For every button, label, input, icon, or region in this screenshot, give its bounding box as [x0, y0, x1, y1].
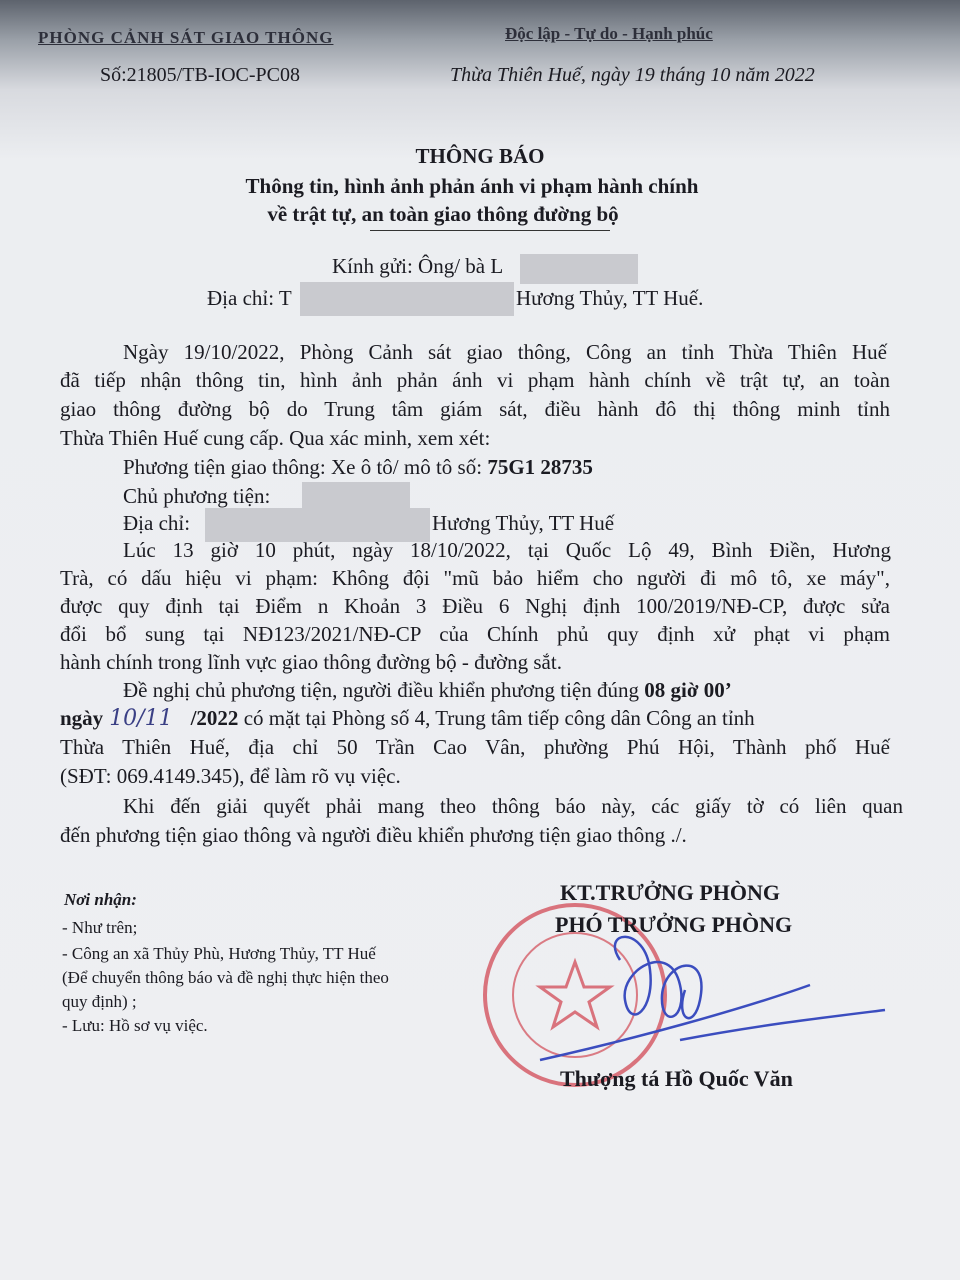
- body-paragraph-4: Khi đến giải quyết phải mang theo thông báo này, các giấy tờ có liên quan: [123, 794, 903, 818]
- body-paragraph-2: đổi bổ sung tại NĐ123/2021/NĐ-CP của Chính phủ quy định xử phạt vi phạm: [60, 622, 890, 646]
- signature-stroke: [680, 1010, 885, 1040]
- national-motto: Độc lập - Tự do - Hạnh phúc: [505, 24, 713, 43]
- body-paragraph-1: Ngày 19/10/2022, Phòng Cảnh sát giao thông, Công an tỉnh Thừa Thiên Huế: [123, 340, 887, 364]
- recipient-item: quy định) ;: [62, 992, 137, 1011]
- recipients-title: Nơi nhận:: [64, 890, 137, 909]
- vehicle-label: Phương tiện giao thông: Xe ô tô/ mô tô số:: [123, 455, 488, 479]
- body-paragraph-1: Thừa Thiên Huế cung cấp. Qua xác minh, xem xét:: [60, 426, 491, 450]
- date-label: ngày: [60, 706, 104, 730]
- document-subtitle-line2: về trật tự, an toàn giao thông đường bộ: [267, 202, 619, 226]
- stamp-star-icon: [540, 962, 610, 1027]
- redaction-box: [205, 508, 430, 542]
- recipient-item: (Để chuyển thông báo và đề nghị thực hiện theo: [62, 968, 389, 987]
- recipient-item: - Như trên;: [62, 918, 138, 937]
- body-paragraph-2: Lúc 13 giờ 10 phút, ngày 18/10/2022, tại Quốc Lộ 49, Bình Điền, Hương: [123, 538, 891, 562]
- recipient-item: - Lưu: Hồ sơ vụ việc.: [62, 1016, 208, 1035]
- owner-label: Chủ phương tiện:: [123, 484, 271, 508]
- signature-title-2: PHÓ TRƯỞNG PHÒNG: [555, 912, 793, 937]
- body-paragraph-3: (SĐT: 069.4149.345), để làm rõ vụ việc.: [60, 764, 401, 788]
- place-date: Thừa Thiên Huế, ngày 19 tháng 10 năm 2022: [450, 64, 815, 86]
- body-paragraph-2: được quy định tại Điểm n Khoản 3 Điều 6 Nghị định 100/2019/NĐ-CP, được sửa: [60, 594, 890, 618]
- agency-header: PHÒNG CẢNH SÁT GIAO THÔNG: [38, 28, 334, 47]
- recipient-salutation: Kính gửi: Ông/ bà L: [332, 254, 504, 278]
- appointment-time: 08 giờ 00’: [644, 678, 732, 702]
- recipient-item: - Công an xã Thủy Phù, Hương Thủy, TT Huế: [62, 944, 376, 963]
- body-paragraph-1: giao thông đường bộ do Trung tâm giám sát, điều hành đô thị thông minh tỉnh: [60, 397, 890, 421]
- signature-stroke: [540, 985, 810, 1060]
- recipient-address-label: Địa chỉ: T: [207, 286, 292, 310]
- redaction-box: [300, 282, 514, 316]
- appointment-line: [123, 678, 732, 703]
- signer-name: Thượng tá Hồ Quốc Văn: [560, 1066, 793, 1091]
- appointment-year: /2022: [190, 706, 239, 730]
- appointment-text: Đề nghị chủ phương tiện, người điều khiển phương tiện đúng: [123, 678, 645, 702]
- owner-address-label: Địa chỉ:: [123, 511, 191, 535]
- document-subtitle-line1: Thông tin, hình ảnh phản ánh vi phạm hành chính: [245, 174, 699, 198]
- signature-title-1: KT.TRƯỞNG PHÒNG: [560, 880, 780, 905]
- owner-address-tail: Hương Thủy, TT Huế: [432, 511, 615, 535]
- document-title: THÔNG BÁO: [415, 144, 545, 168]
- handwritten-date: 10/11: [109, 706, 173, 731]
- recipient-address-tail: Hương Thủy, TT Huế.: [516, 286, 704, 310]
- signature-scribble: [615, 937, 702, 1018]
- body-paragraph-1: đã tiếp nhận thông tin, hình ảnh phản ánh vi phạm hành chính về trật tự, an toàn: [60, 368, 890, 392]
- vehicle-line: [123, 455, 593, 480]
- body-paragraph-3: Thừa Thiên Huế, địa chỉ 50 Trần Cao Vân, phường Phú Hội, Thành phố Huế: [60, 735, 890, 759]
- reference-number: Số:21805/TB-IOC-PC08: [100, 64, 301, 86]
- redaction-box: [520, 254, 638, 284]
- subtitle-underline: [370, 230, 610, 231]
- body-paragraph-2: hành chính trong lĩnh vực giao thông đường bộ - đường sắt.: [60, 650, 562, 674]
- appointment-date-line: [60, 706, 755, 731]
- body-paragraph-4: đến phương tiện giao thông và người điều khiển phương tiện giao thông ./.: [60, 823, 687, 847]
- body-paragraph-2: Trà, có dấu hiệu vi phạm: Không đội "mũ bảo hiểm cho người đi mô tô, xe máy",: [60, 566, 890, 590]
- appointment-location: có mặt tại Phòng số 4, Trung tâm tiếp công dân Công an tỉnh: [238, 706, 755, 730]
- stamp-inner-ring: [513, 933, 637, 1057]
- vehicle-plate: 75G1 28735: [487, 455, 593, 479]
